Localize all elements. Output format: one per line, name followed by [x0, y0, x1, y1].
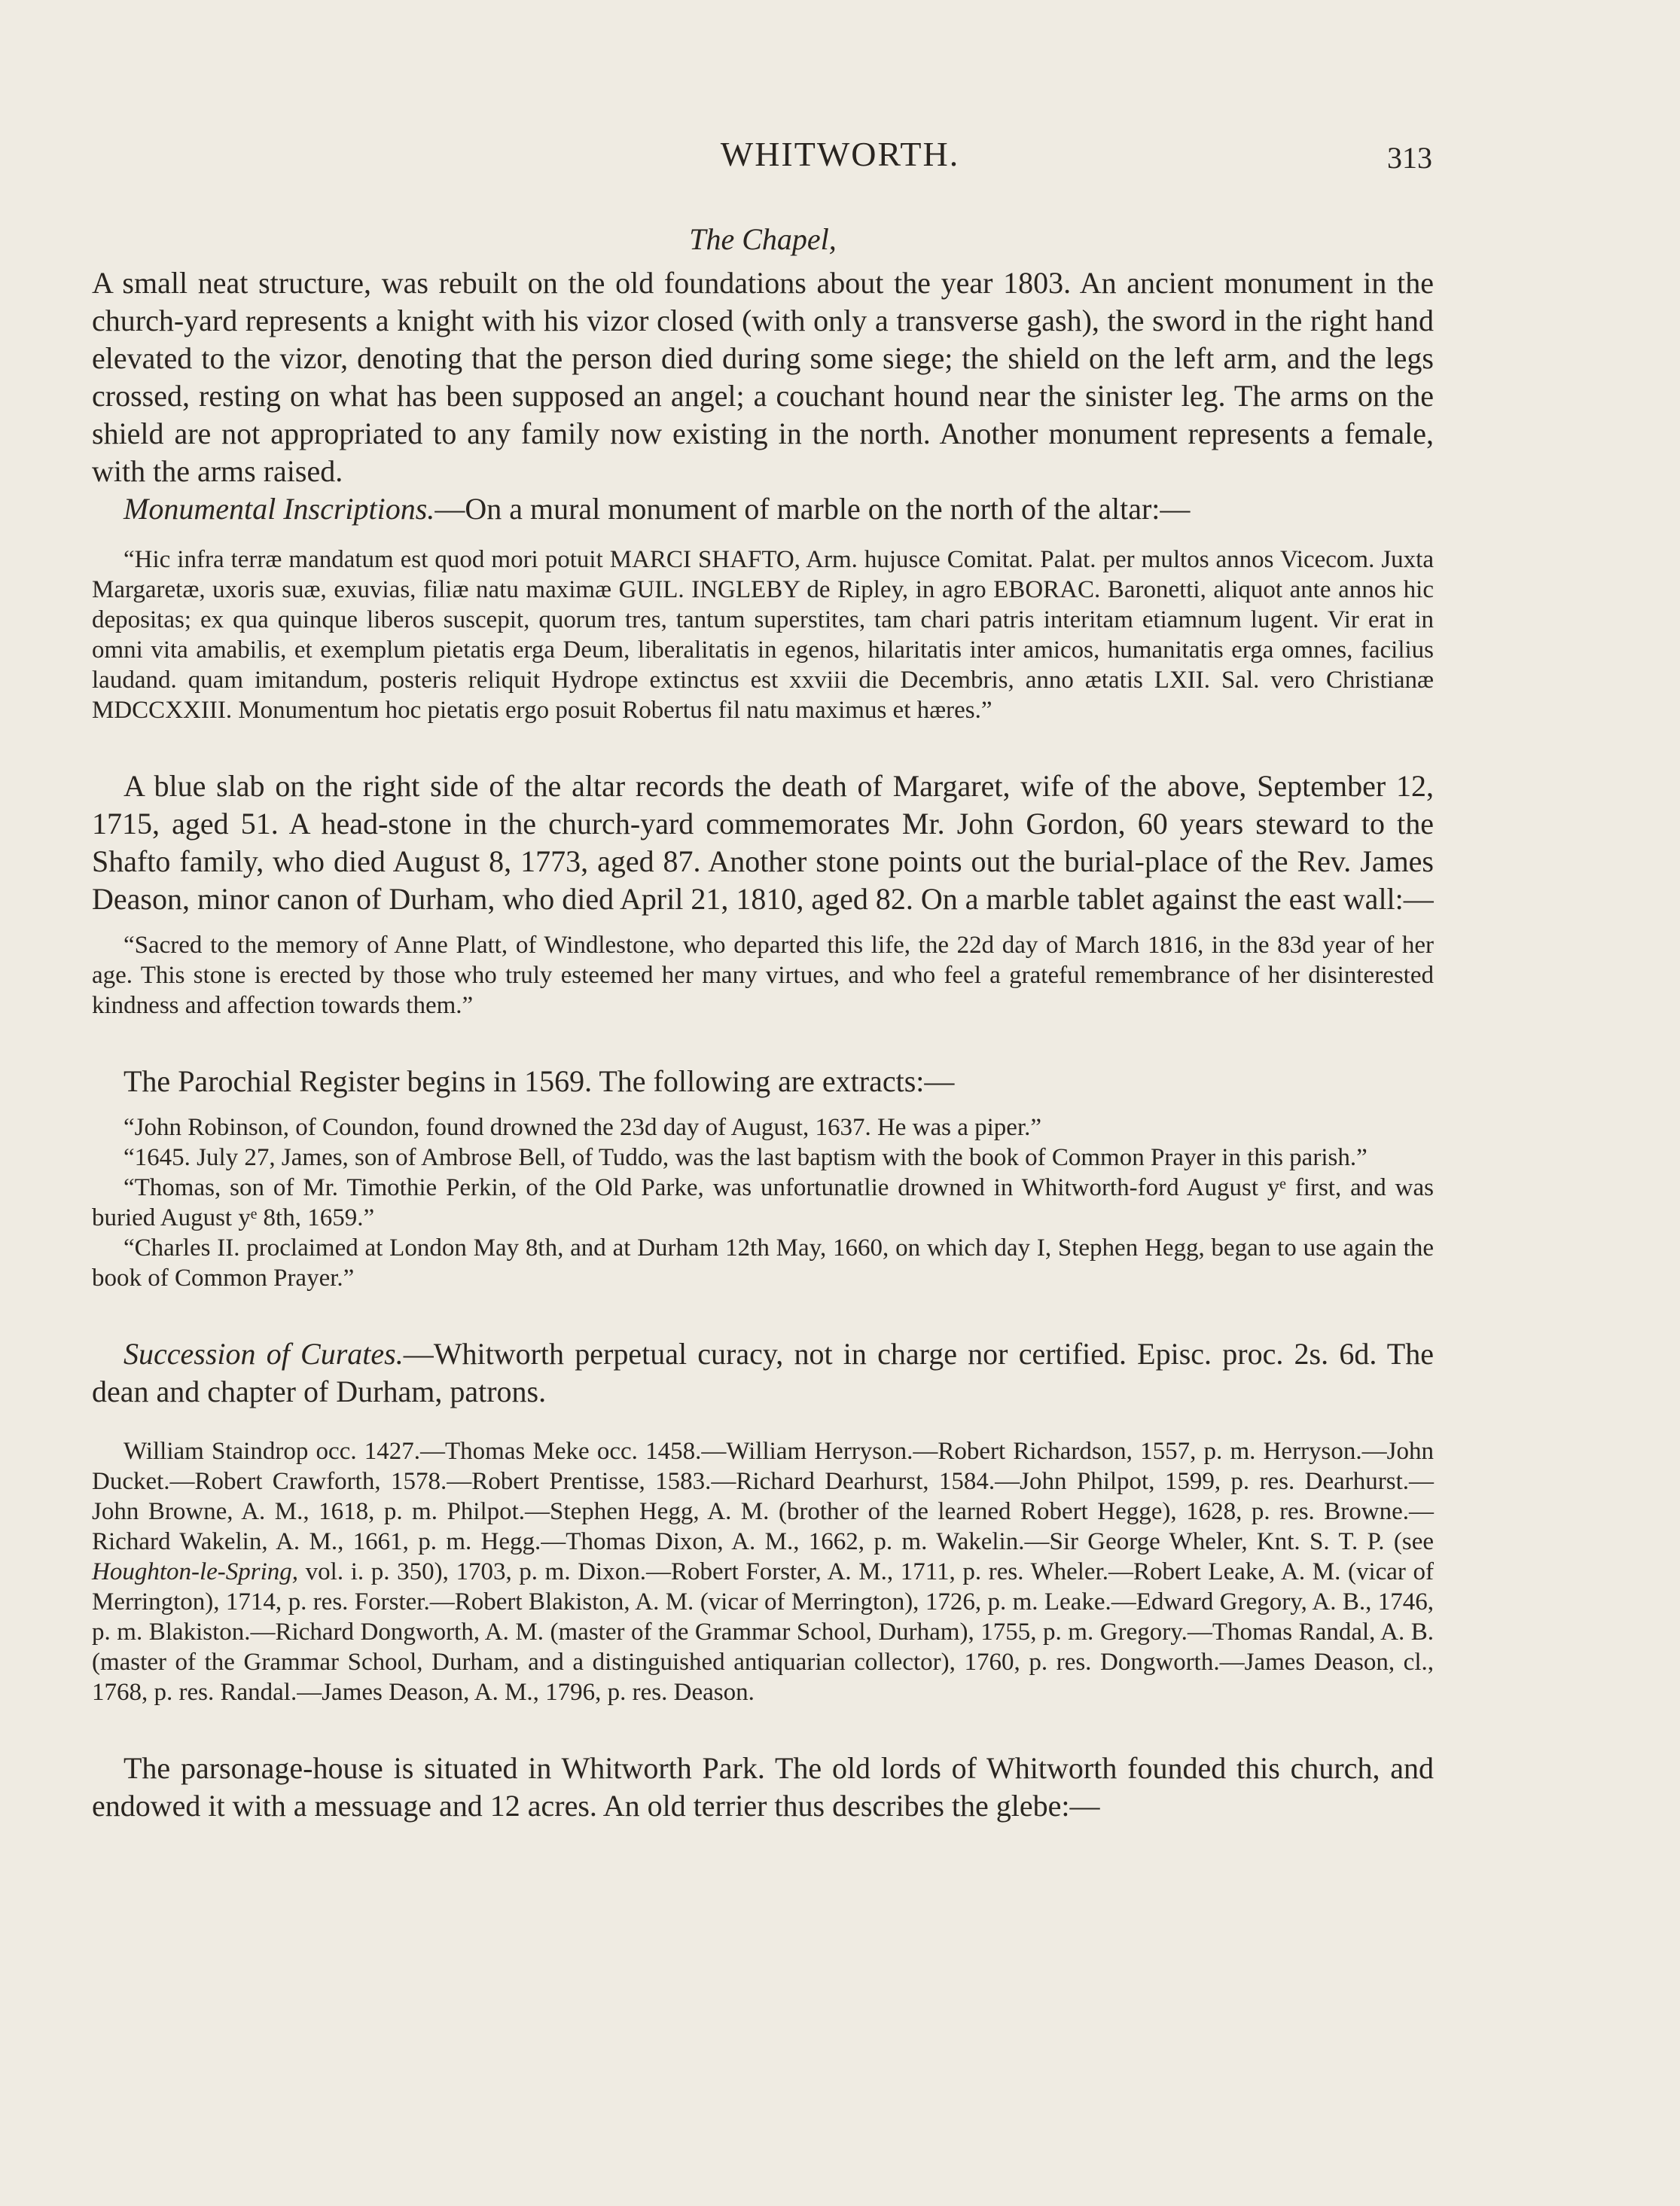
inscriptions-paragraph [92, 490, 1434, 528]
register-extract: “1645. July 27, James, son of Ambrose Bell, of Tuddo, was the last baptism with the book of Common Prayer in this parish.” [123, 1144, 1367, 1171]
parsonage-paragraph: The parsonage-house is situated in Whitworth Park. The old lords of Whitworth founded this church, and endowed it with a messuage and 12 acres. An old terrier thus describes the glebe:— [92, 1751, 1434, 1823]
curates-paragraph [92, 1335, 1434, 1411]
chapel-heading: The Chapel, [689, 222, 837, 256]
blue-slab-paragraph: A blue slab on the right side of the altar records the death of Margaret, wife of the above, September 12, 1715, aged 51. A head-stone in the church-yard commemorates Mr. John Gordon, 60 years steward to the Shafto family, who died August 8, 1773, aged 87. Another stone points out the burial-place of the Rev. James Deason, minor canon of Durham, who died April 21, 1810, aged 82. On a marble tablet against the east wall:— [92, 769, 1434, 916]
curates-list-part-1: William Staindrop occ. 1427.—Thomas Meke occ. 1458.—William Herryson.—Robert Richardson, 1557, p. m. Herryson.—John Ducket.—Robert Crawforth, 1578.—Robert Prentisse, 1583.—Richard Dearhurst, 1584.—John Philpot, 1599, p. res. Dearhurst.—John Browne, A. M., 1618, p. m. Philpot.—Stephen Hegg, A. M. (brother of the learned Robert Hegge), 1628, p. res. Browne.—Richard Wakelin, A. M., 1661, p. m. Hegg.—Thomas Dixon, A. M., 1662, p. m. Wakelin.—Sir George Wheler, Knt. S. T. P. (see [92, 1438, 1434, 1555]
platt-inscription: “Sacred to the memory of Anne Platt, of Windlestone, who departed this life, the 22d day of March 1816, in the 83d year of her age. This stone is erected by those who truly esteemed her many virtues, and who feel a grateful remembrance of her disinterested kindness and affection towards them.” [92, 932, 1434, 1019]
curates-intro: —Whitworth perpetual curacy, not in charge nor certified. Episc. proc. 2s. 6d. The dean and chapter of Durham, patrons. [92, 1337, 1434, 1408]
curates-heading: Succession of Curates. [123, 1337, 404, 1371]
curates-list-reference: Houghton-le-Spring, [92, 1558, 299, 1585]
register-intro: The Parochial Register begins in 1569. The following are extracts:— [123, 1064, 955, 1098]
latin-inscription: “Hic infra terræ mandatum est quod mori potuit MARCI SHAFTO, Arm. hujusce Comitat. Palat. per multos annos Vicecom. Juxta Margaretæ, uxoris suæ, exuvias, filiæ natu maximæ GUIL. INGLEBY de Ripley, in agro EBORAC. Baronetti, aliquot ante annos hic depositas; ex qua quinque liberos suscepit, quorum tres, tantum superstites, tam chari patris interitam etiamnum lugent. Vir erat in omni vita amabilis, et exemplum pietatis erga Deum, liberalitatis in egenos, hilaritatis inter amicos, humanitatis erga omnes, facilius laudand. quam imitandum, posteris reliquit Hydrope extinctus est xxviii die Decembris, anno ætatis LXII. Sal. vero Christianæ MDCCXXIII. Monumentum hoc pietatis ergo posuit Robertus fil natu maximus et hæres.” [92, 546, 1434, 724]
chapel-description: A small neat structure, was rebuilt on the old foundations about the year 1803. An ancient monument in the church-yard represents a knight with his vizor closed (with only a transverse gash), the sword in the right hand elevated to the vizor, denoting that the person died during some siege; the shield on the left arm, and the legs crossed, resting on what has been supposed an angel; a couchant hound near the sinister leg. The arms on the shield are not appropriated to any family now existing in the north. Another monument represents a female, with the arms raised. [92, 266, 1434, 488]
inscriptions-intro: —On a mural monument of marble on the north of the altar:— [434, 492, 1191, 526]
curates-list-part-2: vol. i. p. 350), 1703, p. m. Dixon.—Robert Forster, A. M., 1711, p. res. Wheler.—Robert Leake, A. M. (vicar of Merrington), 1714, p. res. Forster.—Robert Blakiston, A. M. (vicar of Merrington), 1726, p. m. Leake.—Edward Gregory, A. B., 1746, p. m. Blakiston.—Richard Dongworth, A. M. (master of the Grammar School, Durham), 1755, p. m. Gregory.—Thomas Randal, A. B. (master of the Grammar School, Durham, and a distinguished antiquarian collector), 1760, p. res. Dongworth.—James Deason, cl., 1768, p. res. Randal.—James Deason, A. M., 1796, p. res. Deason. [92, 1558, 1434, 1706]
body-text [92, 221, 1434, 1825]
curates-list [92, 1436, 1434, 1707]
register-extract: “John Robinson, of Coundon, found drowned the 23d day of August, 1637. He was a piper.” [123, 1114, 1042, 1141]
running-title: WHITWORTH. [720, 135, 960, 173]
page-number: 313 [1387, 141, 1432, 175]
register-extract: “Charles II. proclaimed at London May 8th, and at Durham 12th May, 1660, on which day I, Stephen Hegg, began to use again the book of Common Prayer.” [92, 1234, 1434, 1292]
register-extract: “Thomas, son of Mr. Timothie Perkin, of the Old Parke, was unfortunatlie drowned in Whitworth-ford August yᵉ first, and was buried August yᵉ 8th, 1659.” [92, 1174, 1434, 1231]
inscriptions-heading: Monumental Inscriptions. [123, 492, 435, 526]
